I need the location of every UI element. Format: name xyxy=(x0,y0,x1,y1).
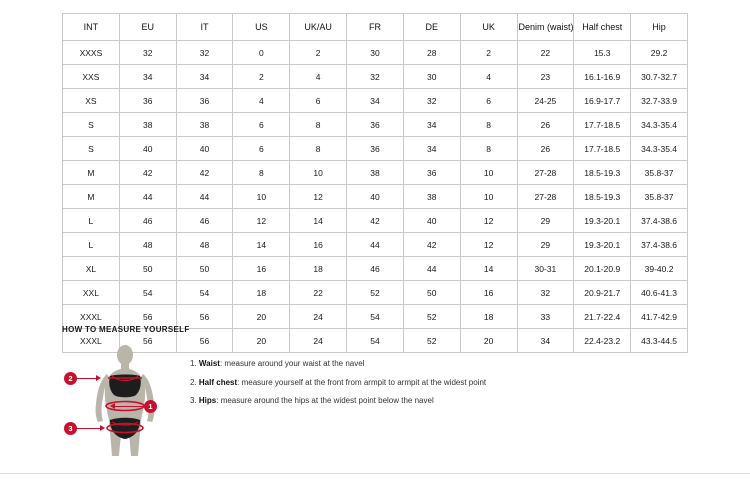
marker-2-half-chest: 2 xyxy=(64,372,77,385)
column-header-uk: UK xyxy=(460,14,517,41)
cell-int: S xyxy=(63,113,120,137)
cell-it: 38 xyxy=(176,113,233,137)
cell-it: 34 xyxy=(176,65,233,89)
cell-hip: 37.4-38.6 xyxy=(631,233,688,257)
cell-uk-au: 10 xyxy=(290,161,347,185)
cell-de: 28 xyxy=(403,41,460,65)
cell-uk: 10 xyxy=(460,161,517,185)
cell-fr: 38 xyxy=(347,161,404,185)
cell-half-chest: 18.5-19.3 xyxy=(574,185,631,209)
cell-us: 10 xyxy=(233,185,290,209)
cell-uk-au: 4 xyxy=(290,65,347,89)
cell-uk: 12 xyxy=(460,209,517,233)
marker-3-hips: 3 xyxy=(64,422,77,435)
cell-fr: 42 xyxy=(347,209,404,233)
cell-denim-waist: 23 xyxy=(517,65,574,89)
cell-us: 16 xyxy=(233,257,290,281)
table-row xyxy=(63,89,688,113)
cell-denim-waist: 24-25 xyxy=(517,89,574,113)
cell-uk: 12 xyxy=(460,233,517,257)
cell-eu: 34 xyxy=(119,65,176,89)
cell-de: 40 xyxy=(403,209,460,233)
cell-uk-au: 8 xyxy=(290,137,347,161)
cell-denim-waist: 29 xyxy=(517,209,574,233)
cell-uk: 4 xyxy=(460,65,517,89)
cell-de: 38 xyxy=(403,185,460,209)
column-header-half-chest: Half chest xyxy=(574,14,631,41)
cell-eu: 42 xyxy=(119,161,176,185)
column-header-us: US xyxy=(233,14,290,41)
waist-leader-line xyxy=(114,406,146,407)
cell-hip: 39-40.2 xyxy=(631,257,688,281)
instruction-half-chest-text: : measure yourself at the front from armpit to armpit at the widest point xyxy=(237,377,487,387)
cell-denim-waist: 22 xyxy=(517,41,574,65)
cell-uk: 10 xyxy=(460,185,517,209)
instruction-hips-term: Hips xyxy=(198,396,217,406)
measurement-instructions xyxy=(190,344,486,414)
cell-int: XXL xyxy=(63,281,120,305)
cell-fr: 32 xyxy=(347,65,404,89)
table-row xyxy=(63,137,688,161)
cell-uk: 8 xyxy=(460,137,517,161)
cell-us: 0 xyxy=(233,41,290,65)
column-header-de: DE xyxy=(403,14,460,41)
how-to-measure-body xyxy=(62,344,692,469)
how-to-measure-section xyxy=(62,325,692,469)
cell-eu: 32 xyxy=(119,41,176,65)
cell-int: XXS xyxy=(63,65,120,89)
cell-int: M xyxy=(63,161,120,185)
cell-half-chest: 16.9-17.7 xyxy=(574,89,631,113)
table-header-row xyxy=(63,14,688,41)
cell-hip: 30.7-32.7 xyxy=(631,65,688,89)
cell-uk: 6 xyxy=(460,89,517,113)
size-chart-container xyxy=(62,13,688,353)
cell-half-chest: 18.5-19.3 xyxy=(574,161,631,185)
half-chest-arrow-icon xyxy=(96,375,101,381)
cell-uk-au: 8 xyxy=(290,113,347,137)
cell-half-chest: 20.1-20.9 xyxy=(574,257,631,281)
cell-de: 52 xyxy=(403,305,460,329)
cell-eu: 56 xyxy=(119,329,176,353)
cell-denim-waist: 34 xyxy=(517,329,574,353)
cell-half-chest: 20.9-21.7 xyxy=(574,281,631,305)
instruction-waist-text: : measure around your waist at the navel xyxy=(219,359,365,368)
cell-it: 36 xyxy=(176,89,233,113)
cell-denim-waist: 26 xyxy=(517,137,574,161)
cell-de: 34 xyxy=(403,113,460,137)
table-row xyxy=(63,161,688,185)
cell-fr: 34 xyxy=(347,89,404,113)
cell-half-chest: 16.1-16.9 xyxy=(574,65,631,89)
cell-it: 56 xyxy=(176,305,233,329)
column-header-uk-au: UK/AU xyxy=(290,14,347,41)
footer-divider xyxy=(0,473,750,474)
cell-fr: 36 xyxy=(347,113,404,137)
cell-denim-waist: 27-28 xyxy=(517,185,574,209)
cell-int: XXXL xyxy=(63,305,120,329)
cell-denim-waist: 30-31 xyxy=(517,257,574,281)
cell-hip: 37.4-38.6 xyxy=(631,209,688,233)
table-body xyxy=(63,41,688,353)
cell-us: 6 xyxy=(233,113,290,137)
cell-denim-waist: 29 xyxy=(517,233,574,257)
cell-hip: 35.8-37 xyxy=(631,185,688,209)
instruction-hips xyxy=(190,395,486,407)
column-header-it: IT xyxy=(176,14,233,41)
cell-uk-au: 24 xyxy=(290,305,347,329)
cell-it: 50 xyxy=(176,257,233,281)
cell-uk-au: 24 xyxy=(290,329,347,353)
cell-eu: 36 xyxy=(119,89,176,113)
cell-it: 48 xyxy=(176,233,233,257)
instruction-waist-number: 1. xyxy=(190,359,197,368)
cell-hip: 43.3-44.5 xyxy=(631,329,688,353)
table-row xyxy=(63,257,688,281)
cell-half-chest: 15.3 xyxy=(574,41,631,65)
cell-eu: 40 xyxy=(119,137,176,161)
cell-int: XXXS xyxy=(63,41,120,65)
cell-it: 46 xyxy=(176,209,233,233)
cell-half-chest: 21.7-22.4 xyxy=(574,305,631,329)
cell-it: 56 xyxy=(176,329,233,353)
cell-uk: 16 xyxy=(460,281,517,305)
how-to-measure-title: HOW TO MEASURE YOURSELF xyxy=(62,325,190,334)
cell-int: XS xyxy=(63,89,120,113)
cell-hip: 34.3-35.4 xyxy=(631,113,688,137)
cell-fr: 44 xyxy=(347,233,404,257)
cell-int: L xyxy=(63,233,120,257)
cell-hip: 35.8-37 xyxy=(631,161,688,185)
cell-fr: 40 xyxy=(347,185,404,209)
column-header-int: INT xyxy=(63,14,120,41)
cell-int: XL xyxy=(63,257,120,281)
cell-de: 34 xyxy=(403,137,460,161)
cell-denim-waist: 32 xyxy=(517,281,574,305)
cell-it: 44 xyxy=(176,185,233,209)
cell-de: 36 xyxy=(403,161,460,185)
cell-us: 2 xyxy=(233,65,290,89)
cell-de: 52 xyxy=(403,329,460,353)
hips-arrow-icon xyxy=(100,425,105,431)
cell-eu: 46 xyxy=(119,209,176,233)
half-chest-leader-line xyxy=(76,378,98,379)
column-header-denim-waist: Denim (waist) xyxy=(517,14,574,41)
cell-eu: 54 xyxy=(119,281,176,305)
cell-uk: 20 xyxy=(460,329,517,353)
instruction-waist-term: Waist xyxy=(198,359,220,368)
hips-leader-line xyxy=(76,428,102,429)
cell-fr: 54 xyxy=(347,329,404,353)
cell-us: 18 xyxy=(233,281,290,305)
cell-de: 50 xyxy=(403,281,460,305)
cell-half-chest: 22.4-23.2 xyxy=(574,329,631,353)
cell-half-chest: 19.3-20.1 xyxy=(574,233,631,257)
instruction-half-chest xyxy=(190,377,486,389)
marker-1-waist: 1 xyxy=(144,400,157,413)
cell-uk-au: 12 xyxy=(290,185,347,209)
cell-int: XXXL xyxy=(63,329,120,353)
cell-eu: 48 xyxy=(119,233,176,257)
measurement-figure xyxy=(62,344,172,469)
cell-denim-waist: 33 xyxy=(517,305,574,329)
cell-de: 30 xyxy=(403,65,460,89)
cell-uk-au: 6 xyxy=(290,89,347,113)
table-row xyxy=(63,185,688,209)
cell-eu: 44 xyxy=(119,185,176,209)
cell-us: 20 xyxy=(233,329,290,353)
instruction-half-chest-term: Half chest xyxy=(198,377,238,387)
cell-uk: 14 xyxy=(460,257,517,281)
cell-it: 42 xyxy=(176,161,233,185)
cell-eu: 50 xyxy=(119,257,176,281)
cell-hip: 34.3-35.4 xyxy=(631,137,688,161)
cell-hip: 29.2 xyxy=(631,41,688,65)
cell-de: 32 xyxy=(403,89,460,113)
table-row xyxy=(63,233,688,257)
cell-half-chest: 19.3-20.1 xyxy=(574,209,631,233)
cell-us: 20 xyxy=(233,305,290,329)
cell-us: 14 xyxy=(233,233,290,257)
cell-us: 4 xyxy=(233,89,290,113)
table-row xyxy=(63,41,688,65)
table-row xyxy=(63,113,688,137)
cell-fr: 52 xyxy=(347,281,404,305)
cell-it: 54 xyxy=(176,281,233,305)
cell-fr: 54 xyxy=(347,305,404,329)
cell-hip: 32.7-33.9 xyxy=(631,89,688,113)
cell-eu: 56 xyxy=(119,305,176,329)
cell-denim-waist: 26 xyxy=(517,113,574,137)
cell-de: 42 xyxy=(403,233,460,257)
cell-uk-au: 14 xyxy=(290,209,347,233)
cell-it: 40 xyxy=(176,137,233,161)
column-header-fr: FR xyxy=(347,14,404,41)
instruction-waist xyxy=(190,358,486,370)
cell-hip: 41.7-42.9 xyxy=(631,305,688,329)
cell-uk: 2 xyxy=(460,41,517,65)
cell-denim-waist: 27-28 xyxy=(517,161,574,185)
cell-de: 44 xyxy=(403,257,460,281)
instruction-hips-text: : measure around the hips at the widest point below the navel xyxy=(216,396,434,406)
cell-us: 6 xyxy=(233,137,290,161)
cell-hip: 40.6-41.3 xyxy=(631,281,688,305)
cell-us: 12 xyxy=(233,209,290,233)
cell-uk-au: 16 xyxy=(290,233,347,257)
cell-us: 8 xyxy=(233,161,290,185)
cell-uk-au: 18 xyxy=(290,257,347,281)
instruction-hips-number: 3. xyxy=(190,396,197,406)
column-header-hip: Hip xyxy=(631,14,688,41)
cell-fr: 36 xyxy=(347,137,404,161)
cell-uk: 8 xyxy=(460,113,517,137)
cell-uk-au: 2 xyxy=(290,41,347,65)
cell-int: L xyxy=(63,209,120,233)
waist-arrow-icon xyxy=(110,403,115,409)
cell-eu: 38 xyxy=(119,113,176,137)
table-row xyxy=(63,65,688,89)
table-row xyxy=(63,209,688,233)
cell-uk: 18 xyxy=(460,305,517,329)
cell-fr: 46 xyxy=(347,257,404,281)
column-header-eu: EU xyxy=(119,14,176,41)
size-conversion-table xyxy=(62,13,688,353)
cell-int: S xyxy=(63,137,120,161)
instruction-half-chest-number: 2. xyxy=(190,377,197,387)
cell-it: 32 xyxy=(176,41,233,65)
cell-uk-au: 22 xyxy=(290,281,347,305)
cell-fr: 30 xyxy=(347,41,404,65)
cell-half-chest: 17.7-18.5 xyxy=(574,137,631,161)
table-row xyxy=(63,281,688,305)
cell-half-chest: 17.7-18.5 xyxy=(574,113,631,137)
cell-int: M xyxy=(63,185,120,209)
